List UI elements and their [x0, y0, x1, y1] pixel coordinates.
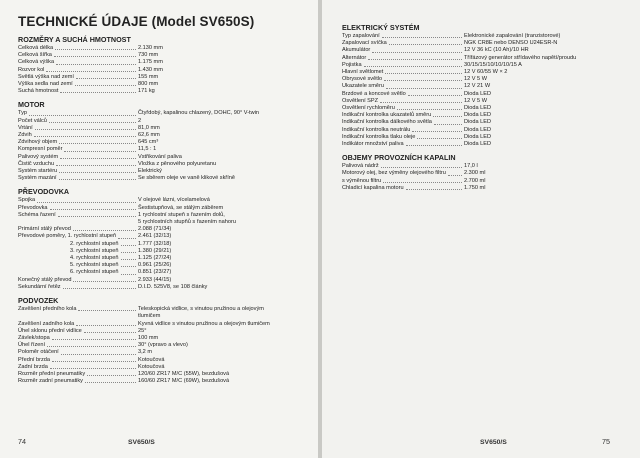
leader-dots [448, 170, 462, 175]
spec-label: Osvětlení rychloměru [342, 105, 395, 112]
spec-label: Typ zapalování [342, 33, 380, 39]
spec-row [18, 378, 306, 385]
spec-value: 120/60 ZR17 M/C (55W), bezdušová [138, 370, 230, 377]
spec-label: Konečný stálý převod [18, 276, 72, 283]
spec-row [342, 127, 626, 134]
spec-row [342, 55, 626, 62]
spec-label: Celková výška [18, 59, 55, 66]
leader-dots [60, 154, 136, 159]
spec-row [18, 161, 306, 168]
section-heading: PODVOZEK [18, 296, 59, 306]
spec-row [18, 226, 306, 233]
spec-row [18, 88, 306, 95]
model-label-left: SV650/S [128, 439, 155, 446]
spec-value: Se sběrem oleje ve vaně klikové skříně [138, 175, 236, 182]
spec-row [18, 81, 306, 88]
leader-dots [52, 357, 136, 362]
leader-dots [56, 161, 136, 166]
spec-value: Teleskopická vidlice, s vinutou pružinou a olejovým [138, 306, 264, 313]
spec-label: Systém mazání [18, 175, 57, 182]
leader-dots [59, 139, 136, 144]
spec-label: Rozměr přední pneumatiky [18, 370, 86, 377]
spec-row [18, 118, 306, 125]
spec-value: Čtyřdobý, kapalinou chlazený, DOHC, 90° V-twin [138, 110, 260, 117]
spec-value: Dioda LED [464, 105, 492, 112]
leader-dots [382, 33, 462, 38]
spec-row [342, 185, 626, 192]
spec-row [18, 349, 306, 356]
spec-label: Primární stálý převod [18, 226, 71, 233]
spec-value: 2.700 ml [464, 177, 486, 184]
spec-row [342, 47, 626, 54]
leader-dots [412, 127, 462, 132]
leader-dots [408, 91, 462, 96]
spec-label: Ukazatele směru [342, 83, 384, 90]
spec-label: Akumulátor [342, 47, 371, 54]
spec-row [18, 277, 306, 284]
spec-row [18, 52, 306, 59]
spec-row [18, 328, 306, 335]
leader-dots [121, 248, 136, 253]
leader-dots [397, 105, 462, 110]
leader-dots [64, 146, 136, 151]
spec-label: Hlavní světlomet [342, 69, 384, 76]
spec-value: Dioda LED [464, 90, 492, 97]
right-spec-sections [342, 23, 626, 192]
spec-value: 25° [138, 327, 147, 334]
model-label-right: SV650/S [480, 439, 507, 446]
spec-label: Úhel řízení [18, 342, 46, 349]
leader-dots [34, 132, 136, 137]
spec-label: Indikační kontrolka tlaku oleje [342, 133, 416, 140]
spec-row [342, 98, 626, 105]
leader-dots [121, 255, 136, 260]
spec-label: Chladicí kapalina motoru [342, 184, 404, 191]
right-footer-model [480, 439, 507, 446]
spec-label: Indikační kontrolka dálkového světla [342, 119, 432, 126]
spec-label: Pojistka [342, 61, 362, 68]
spec-label: Palivová nádrž [342, 163, 379, 170]
spec-row [18, 132, 306, 139]
leader-dots [60, 88, 136, 93]
spec-value: 81,0 mm [138, 124, 160, 131]
left-footer-model [128, 439, 155, 446]
spec-label: 4. rychlostní stupeň [70, 255, 119, 262]
spec-row [18, 67, 306, 74]
spec-row [18, 197, 306, 204]
spec-label: Přední brzda [18, 356, 51, 363]
leader-dots [121, 241, 136, 246]
leader-dots [58, 212, 136, 217]
spec-row [18, 241, 306, 248]
leader-dots [386, 83, 462, 88]
spec-row [18, 59, 306, 66]
spec-label: Kompresní poměr [18, 146, 63, 153]
spec-value: 0.851 (23/27) [138, 269, 172, 276]
leader-dots [49, 118, 136, 123]
leader-dots [37, 197, 136, 202]
section-heading: OBJEMY PROVOZNÍCH KAPALIN [342, 153, 456, 163]
spec-label: 6. rychlostní stupeň [70, 269, 119, 276]
leader-dots [52, 335, 136, 340]
leader-dots [434, 119, 462, 124]
spec-value: 2.461 (32/13) [138, 233, 172, 240]
leader-dots [61, 349, 136, 354]
spec-label: Indikační kontrolka neutrálu [342, 126, 411, 133]
leader-dots [364, 62, 462, 67]
spec-row [18, 255, 306, 262]
spec-label: Zdvih [18, 132, 32, 139]
spec-label: 2. rychlostní stupeň [70, 240, 119, 247]
spec-value: 730 mm [138, 52, 159, 59]
spec-row [18, 74, 306, 81]
spec-row [18, 364, 306, 371]
spec-row [342, 134, 626, 141]
leader-dots [406, 141, 462, 146]
spec-label: Rozvor kol [18, 66, 45, 73]
spec-label: 3. rychlostní stupeň [70, 247, 119, 254]
spec-value: 3,2 m [138, 349, 152, 356]
spec-row [18, 168, 306, 175]
spec-row [18, 175, 306, 182]
leader-dots [63, 284, 136, 289]
spec-row [18, 284, 306, 291]
spec-value: Kotoučová [138, 356, 165, 363]
spec-label: Obrysové světlo [342, 76, 383, 83]
leader-dots [50, 205, 136, 210]
leader-dots [47, 342, 136, 347]
page-title: TECHNICKÉ ÚDAJE (Model SV650S) [18, 14, 255, 29]
spec-value: 800 mm [138, 81, 159, 88]
spec-row [18, 205, 306, 212]
spec-value: NGK CR8E nebo DENSO U24ESR-N [464, 40, 558, 47]
leader-dots [76, 74, 136, 79]
spec-label: 5. rychlostní stupeň [70, 262, 119, 269]
leader-dots [433, 112, 462, 117]
spec-row [18, 321, 306, 328]
spec-row [342, 178, 626, 185]
leader-dots [368, 55, 462, 60]
spec-label: Vrtání [18, 124, 33, 131]
spec-value: Dioda LED [464, 112, 492, 119]
spec-row [18, 212, 306, 219]
spec-value: D.I.D. 525V8, se 108 články [138, 283, 208, 290]
spec-row [18, 110, 306, 117]
leader-dots [118, 233, 136, 238]
spec-value: 62,6 mm [138, 132, 160, 139]
spec-value: Kyvná vidlice s vinutou pružinou a olejovým tlumičem [138, 320, 270, 327]
spec-row [18, 269, 306, 276]
spec-label: Zapalovací svíčka [342, 40, 387, 47]
spec-value: 2 [138, 117, 142, 124]
leader-dots [76, 321, 136, 326]
spec-row [342, 141, 626, 148]
section-heading: MOTOR [18, 100, 45, 110]
spec-label: Systém startéru [18, 168, 58, 175]
leader-dots [78, 306, 136, 311]
spec-value: 5 rychlostních stupňů s řazením nahoru [138, 219, 236, 226]
spec-value: 2.130 mm [138, 45, 163, 51]
spec-row [18, 248, 306, 255]
page-number-right: 75 [602, 437, 610, 446]
spec-label: Světlá výška nad zemí [18, 73, 74, 80]
spec-value: Elektrický [138, 168, 162, 175]
spec-row [342, 163, 626, 170]
spec-label: Celková délka [18, 45, 54, 51]
spec-value: 30/15/15/10/10/10/15 A [464, 61, 522, 68]
spec-label: Alternátor [342, 54, 367, 61]
leader-dots [381, 163, 462, 168]
leader-dots [406, 185, 462, 190]
spec-row [342, 76, 626, 83]
spec-value: Dioda LED [464, 133, 492, 140]
spec-row [18, 125, 306, 132]
left-spec-sections [18, 35, 306, 385]
spec-value: 100 mm [138, 334, 159, 341]
spec-value: 645 cm³ [138, 139, 159, 146]
spec-value: 0.961 (25/26) [138, 262, 172, 269]
spec-row [18, 45, 306, 52]
spec-label: Motorový olej, bez výměny olejového filtru [342, 170, 446, 177]
leader-dots [380, 98, 462, 103]
spec-label: Osvětlení SPZ [342, 97, 379, 104]
page-number-left: 74 [18, 437, 26, 446]
spec-label: Schéma řazení [18, 211, 56, 218]
spec-row [18, 233, 306, 240]
leader-dots [87, 371, 136, 376]
spec-value: 160/60 ZR17 M/C (69W), bezdušová [138, 378, 230, 385]
leader-dots [55, 45, 136, 50]
leader-dots [385, 69, 462, 74]
spec-label: Převodové poměry, 1. rychlostní stupeň [18, 233, 117, 240]
spec-value: Dioda LED [464, 119, 492, 126]
spec-label: Zavěšení předního kola [18, 306, 77, 313]
spec-row [342, 112, 626, 119]
spec-value: Třífázový generátor střídavého napětí/proudu [464, 54, 577, 61]
spec-row [18, 371, 306, 378]
spec-row [18, 154, 306, 161]
spec-row [342, 62, 626, 69]
leader-dots [84, 328, 136, 333]
spec-label: Rozměr zadní pneumatiky [18, 378, 83, 385]
spec-label: Indikační kontrolka ukazatelů směru [342, 112, 432, 119]
right-footer [602, 437, 610, 446]
leader-dots [56, 59, 136, 64]
spec-row [342, 69, 626, 76]
leader-dots [417, 134, 462, 139]
spec-value: tlumičem [138, 313, 161, 320]
leader-dots [35, 125, 136, 130]
spec-label: s výměnou filtru [342, 177, 382, 184]
leader-dots [384, 76, 462, 81]
spec-value: 1.125 (27/24) [138, 255, 172, 262]
leader-dots [75, 81, 136, 86]
spec-value: 30° (vpravo a vlevo) [138, 342, 188, 349]
leader-dots [372, 47, 462, 52]
spec-label: Čistič vzduchu [18, 160, 55, 167]
spec-label: Brzdové a koncové světlo [342, 90, 406, 97]
spec-row [342, 40, 626, 47]
leader-dots [59, 168, 136, 173]
spec-label: Zadní brzda [18, 363, 48, 370]
spec-row [18, 335, 306, 342]
section-heading: ELEKTRICKÝ SYSTÉM [342, 23, 420, 32]
spec-value: Vložka z pěnového polyuretanu [138, 160, 217, 167]
spec-label: Zavěšení zadního kola [18, 320, 75, 327]
spec-value: Elektronické zapalování (tranzistorové) [464, 33, 561, 39]
spec-label: Indikátor množství paliva [342, 141, 404, 148]
spec-value: 1.750 ml [464, 184, 486, 191]
leader-dots [389, 40, 462, 45]
spec-row [342, 119, 626, 126]
leader-dots [73, 226, 136, 231]
spec-value: 2.300 ml [464, 170, 486, 177]
spec-label: Spojka [18, 197, 36, 204]
spec-value: 155 mm [138, 73, 159, 80]
spec-value: Kotoučová [138, 363, 165, 370]
spec-label: Suchá hmotnost [18, 88, 59, 95]
spec-value: 12 V 5 W [464, 97, 488, 104]
spec-value: 1 rychlostní stupeň s řazením dolů, [138, 211, 225, 218]
spec-row [18, 262, 306, 269]
spec-label: Závlek/stopa [18, 334, 50, 341]
leader-dots [46, 67, 136, 72]
spec-row [18, 313, 306, 320]
spec-label: Počet válců [18, 117, 47, 124]
leader-dots [121, 269, 136, 274]
spec-row [18, 357, 306, 364]
spec-label: Sekundární řetěz [18, 283, 61, 290]
spec-label: Celková šířka [18, 52, 52, 59]
spec-value: 12 V 60/55 W × 2 [464, 69, 508, 76]
spec-value: Dioda LED [464, 141, 492, 148]
spec-value: 171 kg [138, 88, 155, 95]
leader-dots [50, 364, 136, 369]
spec-row [18, 342, 306, 349]
spec-label: Typ [18, 110, 28, 117]
spec-value: 2.933 (44/15) [138, 276, 172, 283]
spec-row [18, 146, 306, 153]
spec-label: Poloměr otáčení [18, 349, 59, 356]
leader-dots [85, 378, 136, 383]
right-page [322, 0, 640, 458]
leader-dots [121, 262, 136, 267]
leader-dots [383, 178, 462, 183]
spec-value: 1.380 (29/21) [138, 247, 172, 254]
spec-value: V olejové lázni, vícelamelová [138, 197, 210, 204]
spec-value: 12 V 36 kC (10 Ah)/10 HR [464, 47, 529, 54]
spec-value: 1.175 mm [138, 59, 163, 66]
section-heading: ROZMĚRY A SUCHÁ HMOTNOST [18, 35, 131, 44]
spec-value: Šestistupňová, se stálým záběrem [138, 204, 224, 211]
spec-row [342, 91, 626, 98]
spec-label: Palivový systém [18, 153, 59, 160]
leader-dots [73, 277, 136, 282]
spec-row [342, 33, 626, 40]
spec-value: 2.088 (71/34) [138, 226, 172, 233]
leader-dots [59, 175, 136, 180]
spec-value: 12 V 5 W [464, 76, 488, 83]
left-footer [18, 437, 26, 446]
left-page [0, 0, 318, 458]
spec-label: Výška sedla nad zemí [18, 81, 73, 88]
spec-row [342, 170, 626, 177]
leader-dots [29, 110, 136, 115]
spec-value: 11,5 : 1 [138, 146, 157, 153]
leader-dots [54, 52, 136, 57]
spec-value: Dioda LED [464, 126, 492, 133]
spec-label: Úhel sklonu přední vidlice [18, 327, 82, 334]
spec-row [18, 306, 306, 313]
spec-value: 17,0 l [464, 163, 478, 170]
spec-row [342, 83, 626, 90]
spec-value: 12 V 21 W [464, 83, 491, 90]
spec-value: Vstřikování paliva [138, 153, 182, 160]
spec-row [18, 139, 306, 146]
section-heading: PŘEVODOVKA [18, 187, 70, 197]
spec-label: Převodovka [18, 204, 48, 211]
spec-label: Zdvihový objem [18, 139, 58, 146]
spec-value: 1.430 mm [138, 66, 163, 73]
spec-value: 1.777 (32/18) [138, 240, 172, 247]
spec-row [18, 219, 306, 226]
